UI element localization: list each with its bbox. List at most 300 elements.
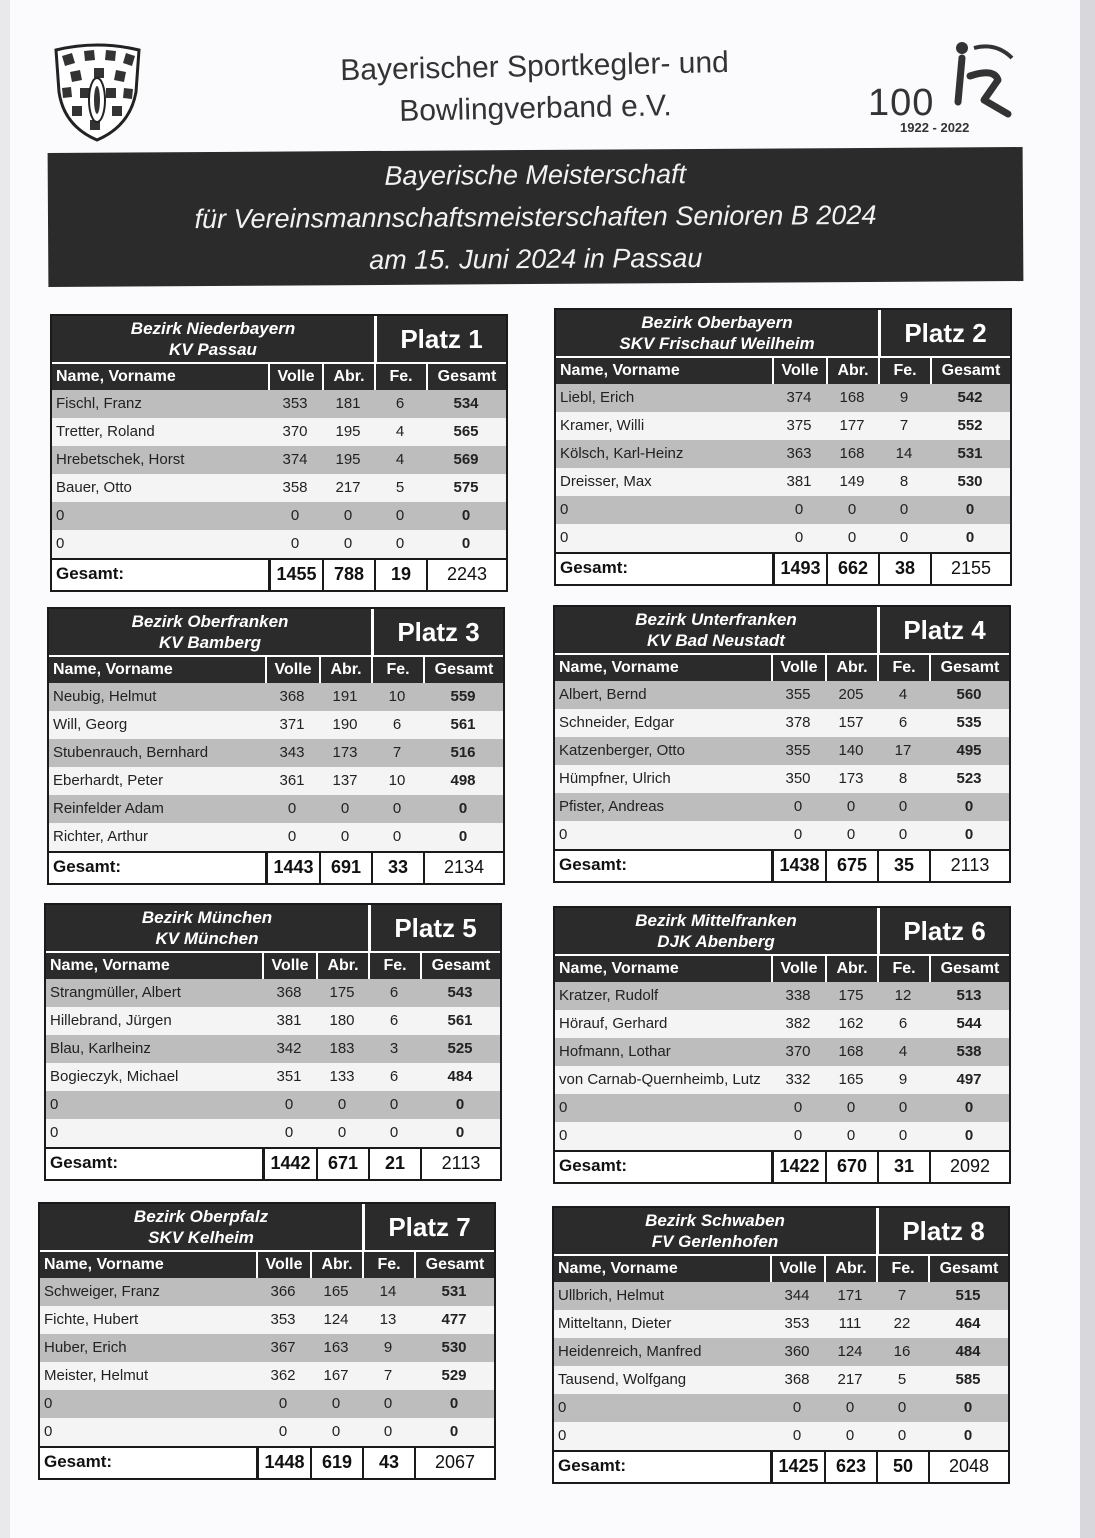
- player-gesamt: 0: [455, 1096, 465, 1113]
- total-label: Gesamt:: [44, 1452, 113, 1471]
- player-volle: 0: [793, 1127, 803, 1144]
- player-gesamt: 565: [453, 423, 479, 440]
- player-fe: 0: [389, 1096, 399, 1113]
- org-line-1: Bayerischer Sportkegler- und: [339, 45, 730, 88]
- club-label: SKV Kelheim: [148, 1228, 254, 1247]
- player-name: 0: [559, 826, 568, 843]
- col-gesamt: Gesamt: [426, 364, 506, 390]
- player-fe: 9: [383, 1339, 393, 1356]
- team-table: [50, 314, 508, 592]
- col-abr: Abr.: [319, 657, 371, 683]
- player-row: [40, 1334, 494, 1362]
- player-name: Bogieczyk, Michael: [50, 1068, 179, 1085]
- player-gesamt: 569: [453, 451, 479, 468]
- player-abr: 0: [337, 1124, 347, 1141]
- col-fe: Fe.: [877, 956, 929, 982]
- team-table: [553, 605, 1011, 883]
- total-abr: 788: [322, 560, 374, 590]
- player-name: 0: [44, 1395, 53, 1412]
- col-gesamt: Gesamt: [414, 1252, 494, 1278]
- player-volle: 332: [785, 1071, 811, 1088]
- player-row: [556, 440, 1010, 468]
- col-abr: Abr.: [322, 364, 374, 390]
- player-gesamt: 535: [956, 714, 982, 731]
- col-abr: Abr.: [310, 1252, 362, 1278]
- player-fe: 5: [897, 1371, 907, 1388]
- player-volle: 375: [786, 417, 812, 434]
- player-fe: 6: [898, 1015, 908, 1032]
- player-abr: 0: [340, 800, 350, 817]
- player-gesamt: 498: [450, 772, 476, 789]
- player-volle: 362: [270, 1367, 296, 1384]
- player-abr: 167: [323, 1367, 349, 1384]
- player-volle: 0: [284, 1124, 294, 1141]
- col-name: Name, Vorname: [559, 960, 679, 977]
- player-row: [554, 1282, 1008, 1310]
- player-abr: 168: [838, 1043, 864, 1060]
- total-volle: 1443: [265, 853, 319, 883]
- total-gesamt: 2092: [929, 1152, 1009, 1182]
- player-name: Strangmüller, Albert: [50, 984, 181, 1001]
- total-row: [556, 552, 1010, 584]
- player-gesamt: 515: [955, 1287, 981, 1304]
- team-title: [49, 609, 374, 655]
- banner-line-1: Bayerische Meisterschaft: [384, 159, 687, 191]
- col-gesamt: Gesamt: [420, 953, 500, 979]
- club-label: KV Bamberg: [158, 633, 262, 652]
- total-abr: 662: [826, 554, 878, 584]
- player-row: [49, 795, 503, 823]
- col-fe: Fe.: [362, 1252, 414, 1278]
- team-title: [556, 310, 881, 356]
- player-gesamt: 516: [450, 744, 476, 761]
- player-volle: 342: [276, 1040, 302, 1057]
- total-abr: 675: [825, 851, 877, 881]
- placement-label: Platz 6: [903, 916, 986, 946]
- bezirk-label: Bezirk Unterfranken: [635, 610, 797, 629]
- player-volle: 368: [784, 1371, 810, 1388]
- col-abr: Abr.: [826, 358, 878, 384]
- col-name: Name, Vorname: [559, 659, 679, 676]
- player-fe: 3: [389, 1040, 399, 1057]
- col-name: Name, Vorname: [56, 368, 176, 385]
- player-volle: 374: [282, 451, 308, 468]
- player-fe: 6: [898, 714, 908, 731]
- player-name: Kratzer, Rudolf: [559, 987, 659, 1004]
- total-abr: 670: [825, 1152, 877, 1182]
- bezirk-label: Bezirk München: [141, 908, 273, 927]
- player-row: [49, 767, 503, 795]
- player-name: Hillebrand, Jürgen: [50, 1012, 172, 1029]
- player-name: Huber, Erich: [44, 1339, 127, 1356]
- placement-label: Platz 7: [388, 1212, 471, 1242]
- player-volle: 338: [785, 987, 811, 1004]
- player-abr: 0: [847, 501, 857, 518]
- placement-label: Platz 4: [903, 615, 986, 645]
- team-table: [47, 607, 505, 885]
- player-row: [49, 823, 503, 851]
- logo-number: 100: [868, 82, 935, 124]
- player-row: [40, 1418, 494, 1446]
- player-volle: 381: [276, 1012, 302, 1029]
- player-row: [555, 793, 1009, 821]
- title-banner: [48, 147, 1024, 287]
- player-name: Eberhardt, Peter: [53, 772, 164, 789]
- player-fe: 0: [395, 535, 405, 552]
- total-label: Gesamt:: [56, 564, 125, 583]
- total-fe: 43: [362, 1448, 414, 1478]
- team-header: [49, 609, 503, 655]
- player-row: [556, 384, 1010, 412]
- player-rows: [556, 384, 1010, 552]
- player-abr: 0: [845, 1399, 855, 1416]
- player-gesamt: 0: [449, 1395, 459, 1412]
- player-abr: 124: [323, 1311, 349, 1328]
- player-row: [46, 1035, 500, 1063]
- team-header: [555, 908, 1009, 954]
- player-row: [555, 821, 1009, 849]
- placement-label: Platz 1: [400, 324, 483, 354]
- player-row: [40, 1362, 494, 1390]
- bezirk-label: Bezirk Niederbayern: [130, 319, 296, 338]
- player-abr: 0: [846, 1127, 856, 1144]
- player-row: [554, 1366, 1008, 1394]
- player-abr: 165: [838, 1071, 864, 1088]
- total-row: [46, 1147, 500, 1179]
- player-volle: 0: [792, 1399, 802, 1416]
- player-name: 0: [558, 1399, 567, 1416]
- player-abr: 133: [329, 1068, 355, 1085]
- bezirk-label: Bezirk Mittelfranken: [635, 911, 797, 930]
- player-fe: 0: [383, 1395, 393, 1412]
- player-fe: 22: [893, 1315, 911, 1332]
- player-gesamt: 559: [450, 688, 476, 705]
- bezirk-label: Bezirk Oberpfalz: [133, 1207, 269, 1226]
- player-row: [46, 1063, 500, 1091]
- player-name: Meister, Helmut: [44, 1367, 149, 1384]
- player-gesamt: 0: [965, 529, 975, 546]
- player-fe: 7: [383, 1367, 393, 1384]
- team-header: [555, 607, 1009, 653]
- player-gesamt: 484: [955, 1343, 981, 1360]
- player-name: Liebl, Erich: [560, 389, 635, 406]
- player-fe: 6: [392, 716, 402, 733]
- player-volle: 0: [278, 1423, 288, 1440]
- player-fe: 16: [893, 1343, 911, 1360]
- player-abr: 0: [331, 1423, 341, 1440]
- player-name: 0: [558, 1427, 567, 1444]
- player-gesamt: 529: [441, 1367, 467, 1384]
- column-header-row: [555, 653, 1009, 681]
- player-fe: 4: [898, 1043, 908, 1060]
- player-row: [555, 765, 1009, 793]
- player-abr: 0: [846, 1099, 856, 1116]
- player-abr: 0: [343, 535, 353, 552]
- column-header-row: [554, 1254, 1008, 1282]
- player-gesamt: 543: [447, 984, 473, 1001]
- player-volle: 0: [793, 798, 803, 815]
- col-volle: Volle: [770, 1256, 824, 1282]
- total-volle: 1448: [256, 1448, 310, 1478]
- total-volle: 1442: [262, 1149, 316, 1179]
- placement-label: Platz 2: [904, 318, 987, 348]
- team-title: [40, 1204, 365, 1250]
- player-volle: 0: [794, 529, 804, 546]
- player-row: [46, 979, 500, 1007]
- player-row: [46, 1007, 500, 1035]
- player-fe: 0: [389, 1124, 399, 1141]
- placement-label: Platz 8: [902, 1216, 985, 1246]
- player-row: [555, 1010, 1009, 1038]
- player-abr: 0: [847, 529, 857, 546]
- player-name: 0: [560, 529, 569, 546]
- col-name: Name, Vorname: [558, 1260, 678, 1277]
- player-abr: 168: [839, 445, 865, 462]
- player-name: 0: [560, 501, 569, 518]
- total-abr: 671: [316, 1149, 368, 1179]
- player-row: [52, 418, 506, 446]
- club-label: SKV Frischauf Weilheim: [619, 334, 815, 353]
- player-volle: 344: [784, 1287, 810, 1304]
- col-name: Name, Vorname: [53, 661, 173, 678]
- total-volle: 1493: [772, 554, 826, 584]
- total-row: [555, 1150, 1009, 1182]
- player-name: Fichte, Hubert: [44, 1311, 139, 1328]
- player-gesamt: 538: [956, 1043, 982, 1060]
- col-volle: Volle: [256, 1252, 310, 1278]
- player-fe: 0: [898, 1127, 908, 1144]
- total-gesamt: 2048: [928, 1452, 1008, 1482]
- total-fe: 38: [878, 554, 930, 584]
- col-gesamt: Gesamt: [423, 657, 503, 683]
- player-volle: 353: [784, 1315, 810, 1332]
- player-row: [555, 1066, 1009, 1094]
- player-row: [52, 530, 506, 558]
- player-fe: 10: [388, 688, 406, 705]
- col-volle: Volle: [771, 956, 825, 982]
- player-volle: 368: [276, 984, 302, 1001]
- total-fe: 19: [374, 560, 426, 590]
- player-rows: [40, 1278, 494, 1446]
- player-name: Hofmann, Lothar: [559, 1043, 671, 1060]
- player-abr: 173: [838, 770, 864, 787]
- player-name: 0: [44, 1423, 53, 1440]
- player-volle: 350: [785, 770, 811, 787]
- player-gesamt: 477: [441, 1311, 467, 1328]
- player-abr: 0: [846, 826, 856, 843]
- player-fe: 0: [899, 529, 909, 546]
- total-abr: 691: [319, 853, 371, 883]
- player-name: Tausend, Wolfgang: [558, 1371, 687, 1388]
- player-gesamt: 0: [964, 798, 974, 815]
- player-name: Bauer, Otto: [56, 479, 132, 496]
- player-name: Will, Georg: [53, 716, 128, 733]
- player-gesamt: 513: [956, 987, 982, 1004]
- organization-name: [299, 41, 771, 135]
- player-row: [554, 1422, 1008, 1450]
- player-abr: 205: [838, 686, 864, 703]
- player-row: [52, 446, 506, 474]
- player-row: [555, 737, 1009, 765]
- player-name: Kölsch, Karl-Heinz: [560, 445, 684, 462]
- player-name: 0: [56, 507, 65, 524]
- total-gesamt: 2155: [930, 554, 1010, 584]
- total-fe: 33: [371, 853, 423, 883]
- player-gesamt: 0: [461, 535, 471, 552]
- player-name: 0: [56, 535, 65, 552]
- player-row: [554, 1394, 1008, 1422]
- player-fe: 9: [899, 389, 909, 406]
- player-volle: 382: [785, 1015, 811, 1032]
- player-fe: 5: [395, 479, 405, 496]
- page-edge: [1080, 0, 1095, 1538]
- total-row: [555, 849, 1009, 881]
- total-row: [52, 558, 506, 590]
- team-title: [555, 908, 880, 954]
- total-row: [49, 851, 503, 883]
- player-name: Hümpfner, Ulrich: [559, 770, 671, 787]
- club-label: DJK Abenberg: [657, 932, 775, 951]
- total-fe: 21: [368, 1149, 420, 1179]
- player-row: [555, 1038, 1009, 1066]
- player-abr: 124: [837, 1343, 863, 1360]
- total-abr: 623: [824, 1452, 876, 1482]
- player-gesamt: 484: [447, 1068, 473, 1085]
- player-row: [556, 412, 1010, 440]
- player-gesamt: 497: [956, 1071, 982, 1088]
- total-gesamt: 2067: [414, 1448, 494, 1478]
- player-gesamt: 530: [441, 1339, 467, 1356]
- player-fe: 0: [898, 1099, 908, 1116]
- player-row: [556, 524, 1010, 552]
- club-label: KV Bad Neustadt: [647, 631, 785, 650]
- column-header-row: [556, 356, 1010, 384]
- player-gesamt: 0: [449, 1423, 459, 1440]
- player-fe: 8: [898, 770, 908, 787]
- player-name: 0: [50, 1124, 59, 1141]
- player-row: [49, 739, 503, 767]
- player-row: [46, 1091, 500, 1119]
- total-label: Gesamt:: [559, 1156, 628, 1175]
- player-volle: 363: [786, 445, 812, 462]
- player-name: Heidenreich, Manfred: [558, 1343, 702, 1360]
- player-abr: 0: [845, 1427, 855, 1444]
- player-row: [555, 1122, 1009, 1150]
- col-volle: Volle: [772, 358, 826, 384]
- player-volle: 374: [786, 389, 812, 406]
- player-fe: 0: [897, 1399, 907, 1416]
- total-label: Gesamt:: [559, 855, 628, 874]
- player-row: [554, 1338, 1008, 1366]
- player-gesamt: 560: [956, 686, 982, 703]
- total-label: Gesamt:: [558, 1456, 627, 1475]
- team-header: [556, 310, 1010, 356]
- player-row: [555, 982, 1009, 1010]
- player-fe: 10: [388, 772, 406, 789]
- player-fe: 0: [898, 826, 908, 843]
- player-row: [555, 681, 1009, 709]
- banner-line-2: für Vereinsmannschaftsmeisterschaften Senioren B 2024: [194, 199, 877, 235]
- player-gesamt: 0: [461, 507, 471, 524]
- player-volle: 0: [792, 1427, 802, 1444]
- player-abr: 171: [837, 1287, 863, 1304]
- player-volle: 361: [279, 772, 305, 789]
- player-gesamt: 0: [965, 501, 975, 518]
- player-fe: 0: [392, 800, 402, 817]
- team-header: [52, 316, 506, 362]
- team-table: [553, 906, 1011, 1184]
- player-row: [556, 468, 1010, 496]
- player-fe: 7: [899, 417, 909, 434]
- col-fe: Fe.: [877, 655, 929, 681]
- player-abr: 190: [332, 716, 358, 733]
- bezirk-label: Bezirk Oberfranken: [131, 612, 289, 631]
- team-title: [555, 607, 880, 653]
- total-gesamt: 2243: [426, 560, 506, 590]
- player-gesamt: 0: [964, 826, 974, 843]
- player-fe: 9: [898, 1071, 908, 1088]
- player-name: Fischl, Franz: [56, 395, 142, 412]
- player-row: [556, 496, 1010, 524]
- player-name: Stubenrauch, Bernhard: [53, 744, 209, 761]
- col-gesamt: Gesamt: [929, 956, 1009, 982]
- player-rows: [554, 1282, 1008, 1450]
- player-gesamt: 542: [957, 389, 983, 406]
- player-abr: 0: [846, 798, 856, 815]
- col-volle: Volle: [262, 953, 316, 979]
- total-volle: 1455: [268, 560, 322, 590]
- player-row: [555, 1094, 1009, 1122]
- player-name: Neubig, Helmut: [53, 688, 157, 705]
- player-volle: 0: [278, 1395, 288, 1412]
- player-abr: 217: [837, 1371, 863, 1388]
- player-volle: 360: [784, 1343, 810, 1360]
- player-volle: 358: [282, 479, 308, 496]
- player-volle: 351: [276, 1068, 302, 1085]
- total-label: Gesamt:: [50, 1153, 119, 1172]
- player-gesamt: 0: [963, 1399, 973, 1416]
- player-abr: 0: [340, 828, 350, 845]
- player-gesamt: 525: [447, 1040, 473, 1057]
- col-fe: Fe.: [368, 953, 420, 979]
- player-fe: 6: [389, 984, 399, 1001]
- player-fe: 6: [389, 1012, 399, 1029]
- placement-label: Platz 5: [394, 913, 477, 943]
- player-gesamt: 0: [455, 1124, 465, 1141]
- player-name: Schneider, Edgar: [559, 714, 675, 731]
- total-fe: 31: [877, 1152, 929, 1182]
- player-fe: 4: [395, 451, 405, 468]
- player-abr: 175: [838, 987, 864, 1004]
- player-row: [40, 1390, 494, 1418]
- player-rows: [555, 982, 1009, 1150]
- crest-logo: [50, 42, 145, 142]
- player-fe: 6: [395, 395, 405, 412]
- player-volle: 368: [279, 688, 305, 705]
- player-gesamt: 561: [447, 1012, 473, 1029]
- player-name: Blau, Karlheinz: [50, 1040, 151, 1057]
- team-header: [46, 905, 500, 951]
- player-fe: 8: [899, 473, 909, 490]
- total-fe: 50: [876, 1452, 928, 1482]
- team-table: [554, 308, 1012, 586]
- player-name: Albert, Bernd: [559, 686, 647, 703]
- player-gesamt: 0: [963, 1427, 973, 1444]
- player-gesamt: 585: [955, 1371, 981, 1388]
- player-volle: 343: [279, 744, 305, 761]
- col-gesamt: Gesamt: [929, 655, 1009, 681]
- player-name: Richter, Arthur: [53, 828, 149, 845]
